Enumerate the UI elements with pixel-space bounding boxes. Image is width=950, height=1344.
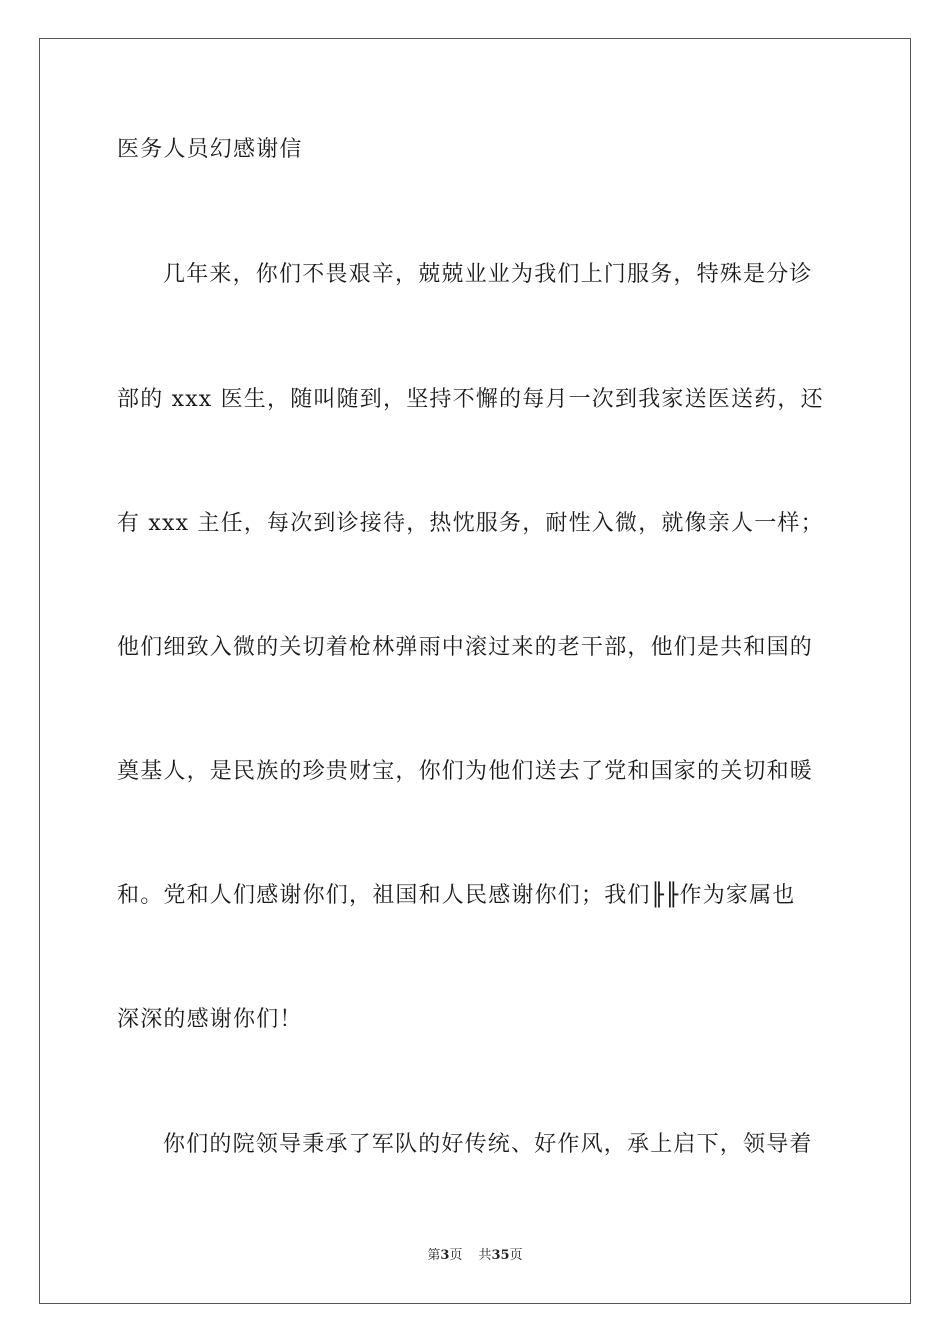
- page-prefix: 第: [427, 1248, 441, 1263]
- paragraph-line-3: 有 xxx 主任，每次到诊接待，热忱服务，耐性入微，就像亲人一样；: [117, 511, 824, 536]
- paragraph-line-2: 部的 xxx 医生，随叫随到，坚持不懈的每月一次到我家送医送药，还: [117, 387, 824, 412]
- total-prefix: 共: [478, 1248, 492, 1263]
- document-title: 医务人员幻感谢信: [117, 137, 303, 162]
- paragraph-line-7: 深深的感谢你们！: [117, 1007, 303, 1032]
- paragraph-line-6: 和。党和人们感谢你们，祖国和人民感谢你们；我们╟╟作为家属也: [117, 883, 796, 908]
- total-pages: 35: [491, 1248, 510, 1263]
- page-suffix: 页: [449, 1248, 463, 1263]
- page-number: 3: [440, 1248, 450, 1263]
- page-frame: [39, 38, 911, 1304]
- total-suffix: 页: [509, 1248, 523, 1263]
- page-footer: [0, 1247, 950, 1265]
- paragraph-line-1: 几年来，你们不畏艰辛，兢兢业业为我们上门服务，特殊是分诊: [163, 262, 813, 287]
- paragraph-line-4: 他们细致入微的关切着枪林弹雨中滚过来的老干部，他们是共和国的: [117, 635, 814, 660]
- paragraph-line-5: 奠基人，是民族的珍贵财宝，你们为他们送去了党和国家的关切和暖: [117, 759, 814, 784]
- paragraph-line-8: 你们的院领导秉承了军队的好传统、好作风，承上启下，领导着: [163, 1132, 813, 1157]
